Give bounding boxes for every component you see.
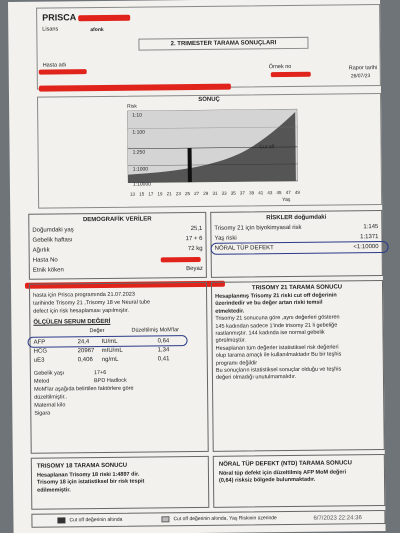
chart-y-label: Risk — [127, 103, 137, 110]
serum-row: AFP 24,4 IU/mL 0,64 — [33, 338, 170, 346]
ntd-title: NÖRAL TÜP DEFEKT (NTD) TARAMA SONUCU — [218, 460, 353, 468]
serum-title: ÖLÇÜLEN SERUM DEĞERİ — [33, 318, 111, 326]
t21-text: Hesaplanmış Trisomy 21 riski cut off değerinin üzerindedir ve bu değer artan riski temsil etmektedir. Trisomy 21 sonucuna göre ,aynı değerleri gösteren 145 kadından sadece 1'inde trisomy 21 li gebeliğe rastlanmıştır. 144 kadında ise normal gebelik görülmüştür. Hesaplanan tüm değerler istatistiksel risk değerleri olup tarama amaçlı ile kullanılmaktadır Bu bir teşhis programı değildir Bu sonuçların istatistiksel sonuçlar olduğu ve teşhis değeri olmadığı unutulmamalıdır. — [215, 292, 342, 382]
redaction — [78, 15, 130, 22]
demo-row: Etnik köken Beyaz — [32, 265, 203, 274]
report-date-label: Rapor tarihi — [348, 65, 378, 72]
pen-circle — [211, 241, 389, 255]
risk-row: NÖRAL TÜP DEFEKT <1:10000 — [214, 244, 379, 252]
serum-row: HCG 20967 mIU/mL 1,34 — [33, 347, 170, 355]
y-tick: 1:250 — [132, 149, 146, 156]
x-tick: 39 — [249, 190, 255, 196]
redaction — [161, 257, 201, 262]
y-tick: 1:10000 — [132, 181, 152, 188]
x-tick: 29 — [203, 190, 209, 196]
x-tick: 45 — [276, 190, 282, 196]
serum-row: uE3 0,406 ng/mL 0,41 — [33, 356, 170, 364]
lab-name: PRISCA — [42, 12, 77, 23]
x-tick: 17 — [148, 191, 154, 197]
risk-row: Trisomy 21 için biyokimyasal risk 1:145 — [214, 224, 379, 232]
t18-text: Hesaplanan Trisomy 18 riski 1:4897 dir. Trisomy 18 için istatistiksel bir risk tespit edilmemiştir. — [36, 471, 145, 494]
patient-label: Hasta adı — [42, 62, 67, 69]
notice: hasta için Prisca programında 21.07.2023 tarihinde Trisomy 21 ,Trisomy 18 ve Neural tube defect için risk hesaplaması yapılmıştır. — [33, 291, 151, 315]
report-date: 26/07/23 — [350, 73, 371, 80]
demo-row: Ağırlık 72 kg — [32, 245, 203, 254]
redaction — [39, 84, 231, 92]
x-tick: 13 — [130, 191, 136, 197]
patient-risk-bar — [188, 148, 192, 182]
x-tick: 41 — [258, 190, 264, 196]
x-tick: 31 — [212, 190, 218, 196]
t18-title: TRISOMY 18 TARAMA SONUCU — [36, 462, 128, 470]
x-tick: 19 — [157, 191, 163, 197]
license-label: Lisans — [42, 26, 59, 33]
legend-label: Cut off değerinin altında — [69, 516, 123, 524]
serum-meta: Gebelik yaşı 17+6 Metod BPD Hadlock MoM'lar aşağıda belirtilen faktörlere göre düzeltilmiştir.. Maternal kilo Sigara — [33, 369, 134, 417]
report-title: 2. TRIMESTER TARAMA SONUÇLARI — [138, 37, 308, 51]
x-tick: 47 — [285, 189, 291, 196]
cutoff-label: Cut off — [259, 144, 275, 151]
risk-row: Yaş riski 1:1371 — [214, 234, 379, 242]
legend-label: Cut off değerinin altında, Yaş Riskinin üzerinde — [173, 515, 277, 523]
x-tick: 27 — [194, 190, 200, 197]
t21-title: TRISOMY 21 TARAMA SONUCU — [251, 284, 343, 292]
x-tick: 49 — [294, 189, 300, 195]
x-tick: 15 — [139, 191, 145, 197]
license-value: afonk — [90, 26, 104, 34]
sample-label: Örnek no — [268, 63, 292, 71]
x-tick: 25 — [184, 191, 191, 197]
x-tick: 33 — [221, 190, 227, 196]
x-tick: 37 — [239, 190, 245, 196]
y-tick: 1:10 — [132, 112, 142, 119]
y-tick: 1:1000 — [132, 166, 149, 173]
chart-title: SONUÇ — [198, 96, 220, 103]
demo-row: Gebelik haftası 17 + 6 — [32, 235, 203, 244]
demo-row: Hasta No — [32, 257, 58, 264]
x-tick: 43 — [267, 190, 273, 196]
legend-swatch-dark — [57, 517, 65, 523]
serum-col-value: Değer — [89, 327, 105, 335]
x-tick: 23 — [175, 191, 181, 197]
print-stamp: 6/7/2023 22:24:36 — [313, 515, 362, 522]
demographic-title: DEMOGRAFİK VERİLER — [82, 216, 152, 224]
redaction — [39, 69, 87, 75]
ntd-text: Nöral tüp defekt için düzeltilmiş AFP MoM değeri (0,64) risksiz bölgede bulunmaktadır. — [218, 469, 347, 485]
y-tick: 1:100 — [132, 129, 145, 136]
x-tick: 21 — [166, 191, 172, 197]
risks-title: RİSKLER doğumdaki — [266, 214, 327, 222]
redaction — [271, 72, 311, 77]
serum-col-mom: Düzeltilmiş MoM'lar — [131, 327, 179, 334]
chart-x-label: Yaş — [282, 197, 291, 204]
report-page — [8, 0, 386, 533]
x-tick: 35 — [230, 190, 236, 196]
demo-row: Doğumdaki yaş 25,1 — [32, 225, 203, 234]
legend-swatch-light — [161, 516, 169, 522]
pen-circle — [28, 335, 188, 348]
